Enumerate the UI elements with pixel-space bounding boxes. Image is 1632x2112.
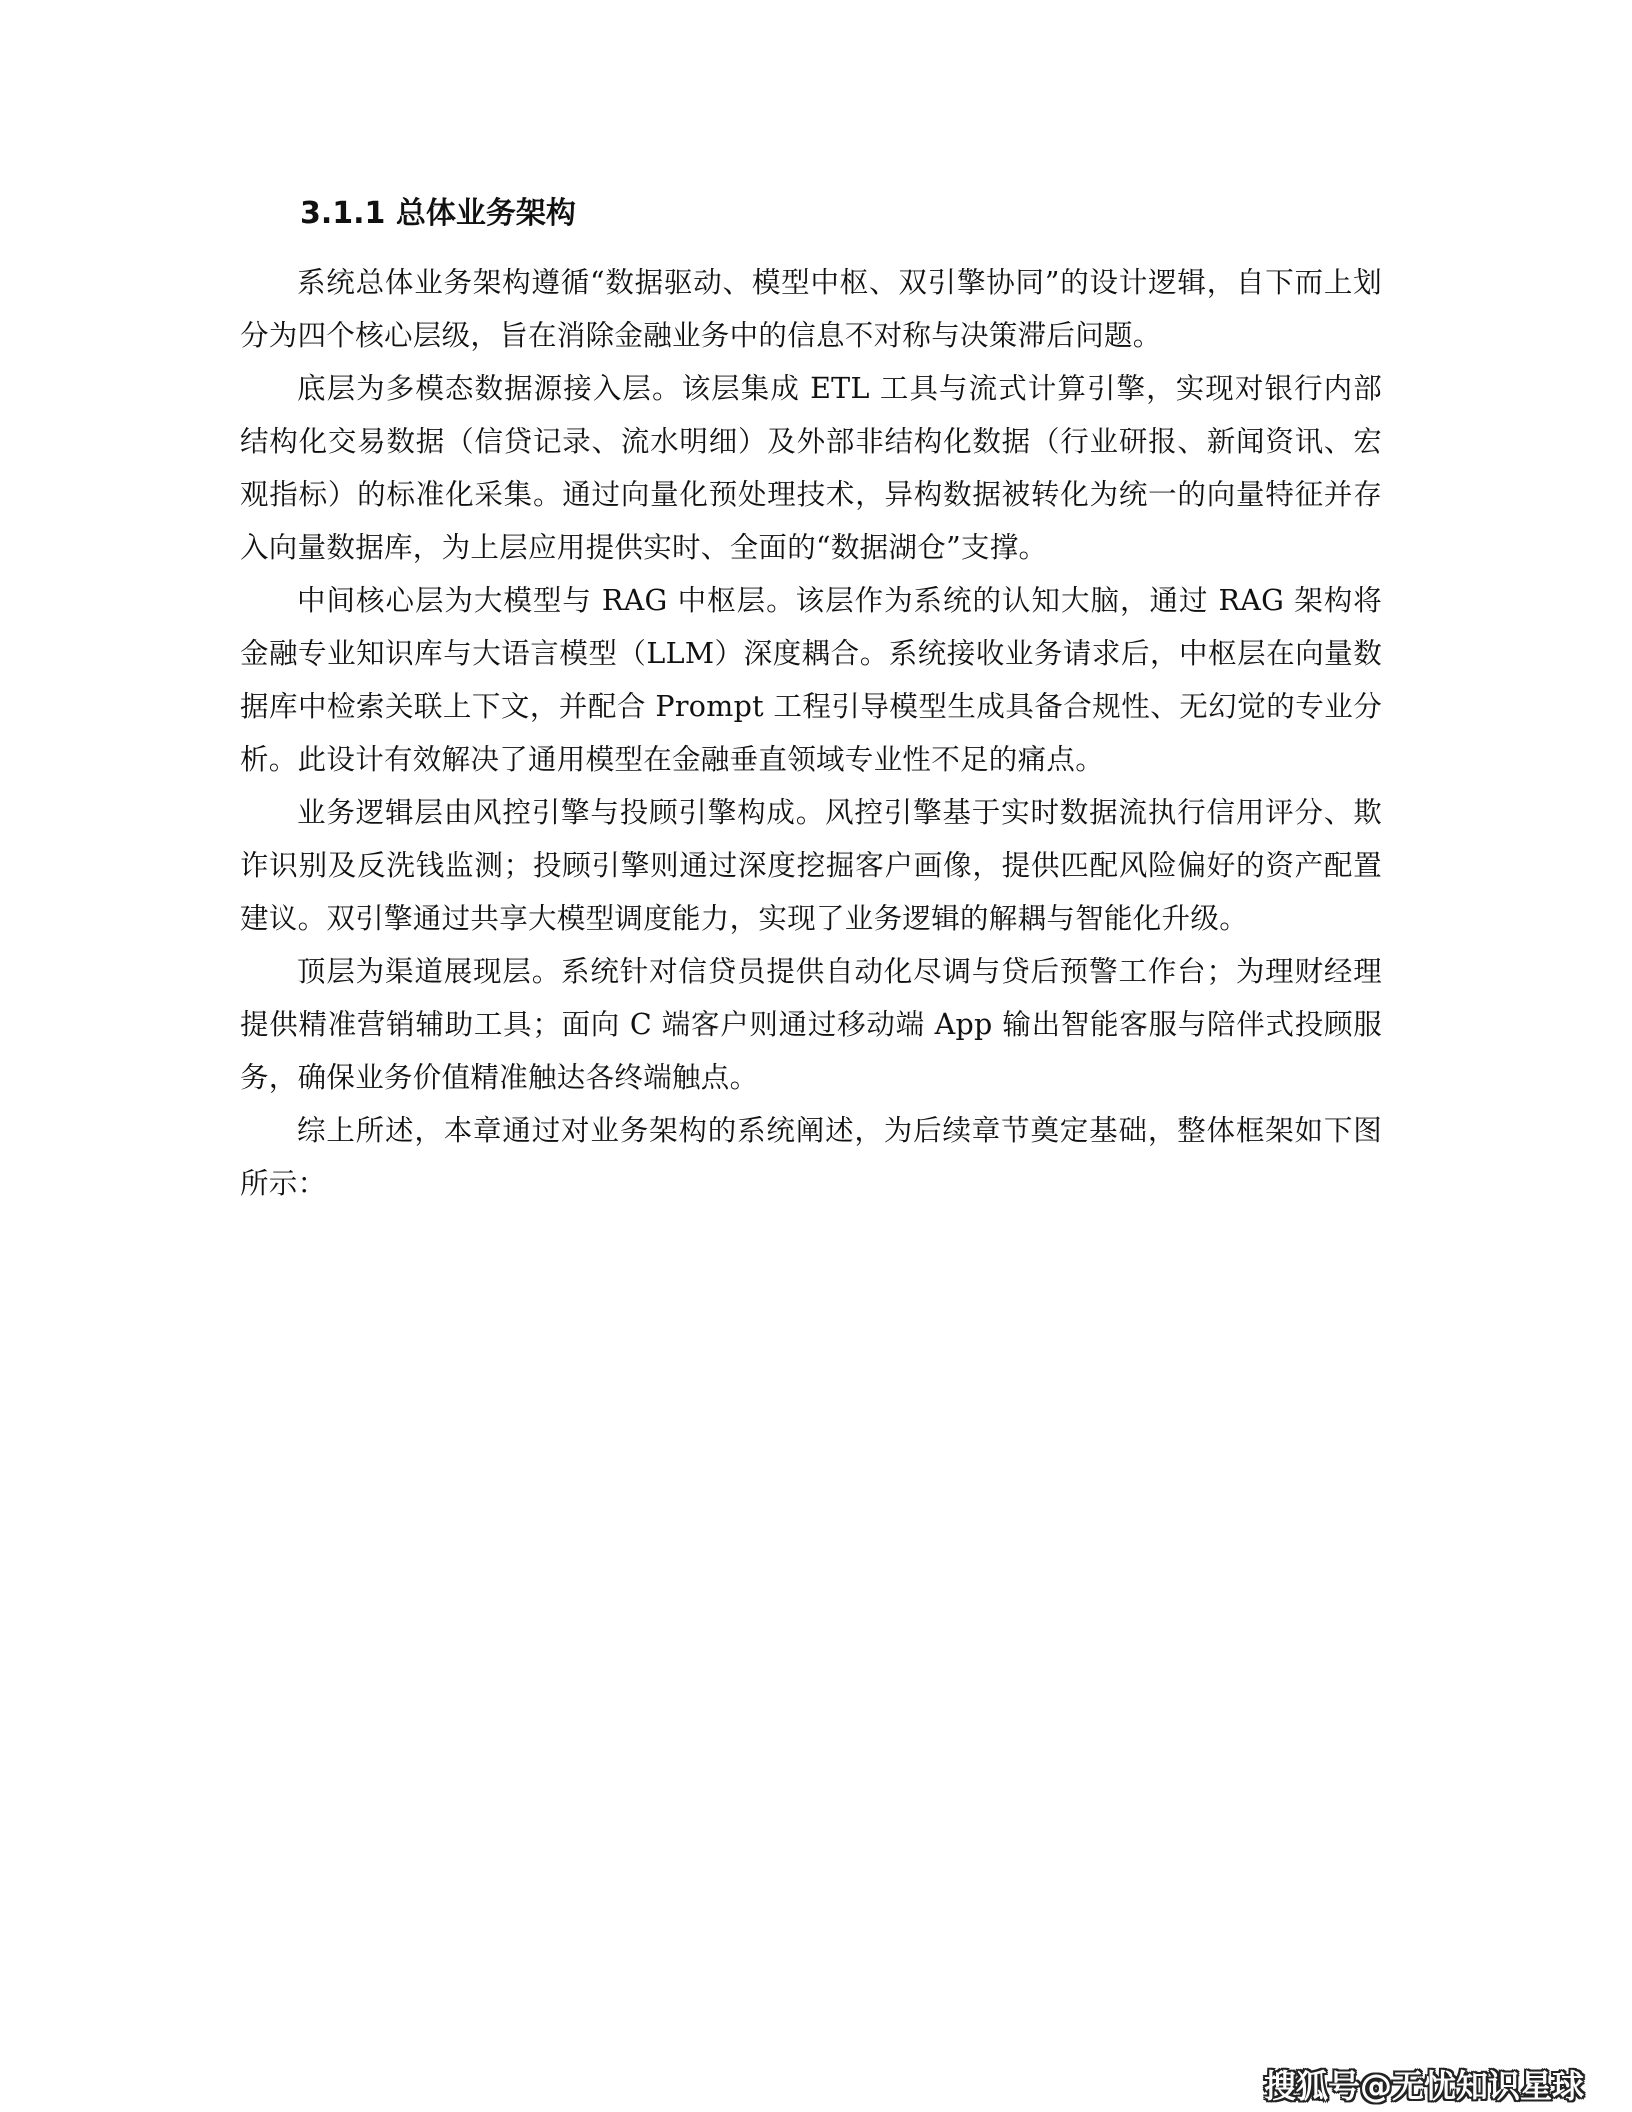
body-text [240,256,1382,1210]
paragraph-intro: 系统总体业务架构遵循“数据驱动、模型中枢、双引擎协同”的设计逻辑，自下而上划分为四个核心层级，旨在消除金融业务中的信息不对称与决策滞后问题。 [240,266,1382,352]
paragraph-logic-layer: 业务逻辑层由风控引擎与投顾引擎构成。风控引擎基于实时数据流执行信用评分、欺诈识别及反洗钱监测；投顾引擎则通过深度挖掘客户画像，提供匹配风险偏好的资产配置建议。双引擎通过共享大模型调度能力，实现了业务逻辑的解耦与智能化升级。 [240,796,1382,935]
paragraph-channel-layer: 顶层为渠道展现层。系统针对信贷员提供自动化尽调与贷后预警工作台；为理财经理提供精准营销辅助工具；面向 C 端客户则通过移动端 App 输出智能客服与陪伴式投顾服务，确保业务价值精准触达各终端触点。 [240,955,1382,1094]
section-heading: 3.1.1 总体业务架构 [300,196,576,231]
paragraph-data-layer: 底层为多模态数据源接入层。该层集成 ETL 工具与流式计算引擎，实现对银行内部结构化交易数据（信贷记录、流水明细）及外部非结构化数据（行业研报、新闻资讯、宏观指标）的标准化采集。通过向量化预处理技术，异构数据被转化为统一的向量特征并存入向量数据库，为上层应用提供实时、全面的“数据湖仓”支撑。 [240,372,1382,564]
paragraph-summary: 综上所述，本章通过对业务架构的系统阐述，为后续章节奠定基础，整体框架如下图所示： [240,1114,1382,1200]
watermark-text: 搜狐号@无忧知识星球 [1263,2067,1584,2105]
paragraph-rag-layer: 中间核心层为大模型与 RAG 中枢层。该层作为系统的认知大脑，通过 RAG 架构将金融专业知识库与大语言模型（LLM）深度耦合。系统接收业务请求后，中枢层在向量数据库中检索关联上下文，并配合 Prompt 工程引导模型生成具备合规性、无幻觉的专业分析。此设计有效解决了通用模型在金融垂直领域专业性不足的痛点。 [240,584,1382,776]
